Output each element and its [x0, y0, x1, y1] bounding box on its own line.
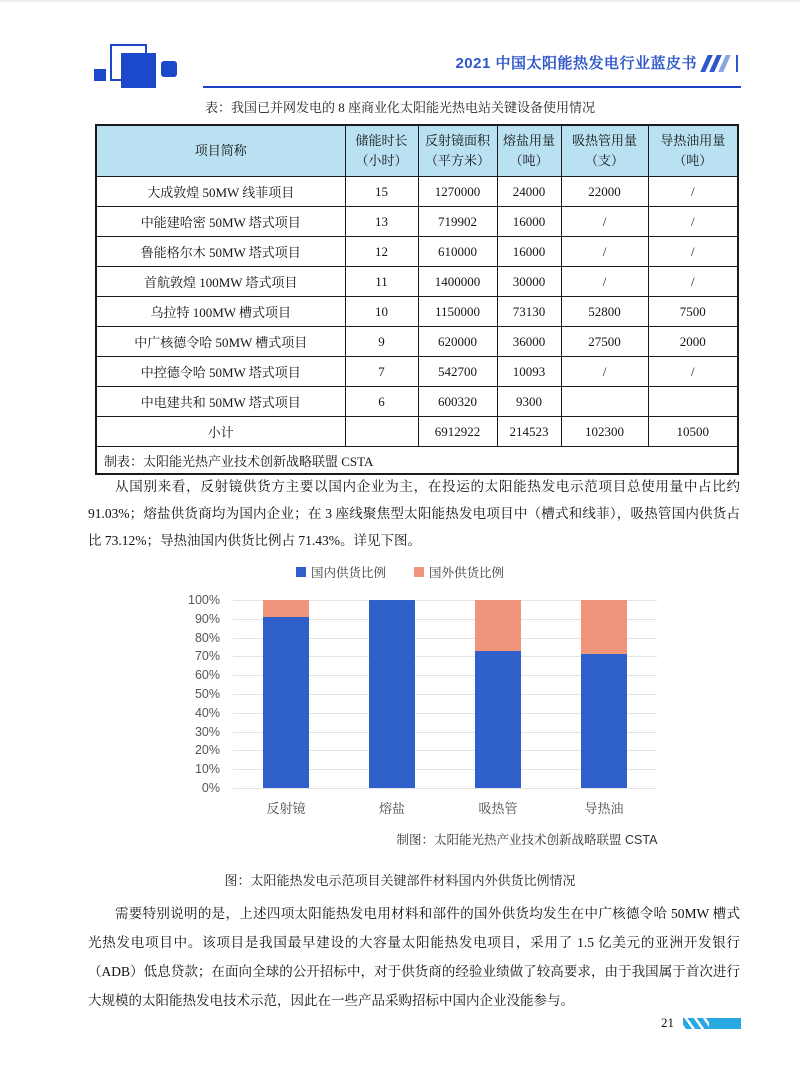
column-header-name: 导热油用量: [660, 133, 726, 148]
table-cell: 27500: [561, 327, 648, 357]
table-cell: 1150000: [418, 297, 497, 327]
table-cell: 73130: [497, 297, 561, 327]
paragraph-note: 需要特别说明的是，上述四项太阳能热发电用材料和部件的国外供货均发生在中广核德令哈 50MW 槽式光热发电项目中。该项目是我国最早建设的大容量太阳能热发电项目，采用了 1.5 亿美元的亚洲开发银行（ADB）低息贷款；在面向全球的公开招标中，对于供货商的经验业绩做了较高要求，由于我国属于首次进行大规模的太阳能热发电技术示范，因此在一些产品采购招标中国内企业没能参与。: [88, 906, 740, 1008]
table-cell: 542700: [418, 357, 497, 387]
stacked-bar: [263, 600, 309, 788]
logo-small-square-left: [94, 69, 106, 81]
slashes-icon: [700, 55, 740, 73]
table-cell: 214523: [497, 417, 561, 447]
bar-segment-foreign: [475, 600, 521, 651]
table-cell: 小计: [96, 417, 345, 447]
stacked-bar: [369, 600, 415, 788]
table-cell: 15: [345, 177, 418, 207]
table-cell: /: [648, 207, 738, 237]
table-source-row: [96, 447, 738, 475]
table-cell: 610000: [418, 237, 497, 267]
bar-segment-domestic: [581, 654, 627, 788]
table-cell: 600320: [418, 387, 497, 417]
table-row: [96, 327, 738, 357]
column-header: [497, 125, 561, 177]
x-axis-label: 熔盐: [378, 801, 405, 816]
column-header-name: 吸热管用量: [571, 133, 637, 148]
logo-small-square-right: [161, 61, 177, 77]
x-axis-label: 反射镜: [266, 801, 306, 816]
table-cell: 16000: [497, 207, 561, 237]
subtotal-row: [96, 417, 738, 447]
table-cell: 719902: [418, 207, 497, 237]
table-cell: 10500: [648, 417, 738, 447]
y-tick-label: 90%: [194, 611, 220, 626]
table-cell: 13: [345, 207, 418, 237]
table-cell: 中电建共和 50MW 塔式项目: [96, 387, 345, 417]
table-cell: 大成敦煌 50MW 线菲项目: [96, 177, 345, 207]
y-tick-label: 100%: [188, 593, 220, 607]
table-cell: 16000: [497, 237, 561, 267]
page-footer: [661, 1015, 741, 1031]
column-header: [418, 125, 497, 177]
equipment-table: [95, 124, 739, 475]
table-row: [96, 267, 738, 297]
table-cell: /: [648, 267, 738, 297]
chart-yaxis: [178, 593, 226, 795]
table-cell: 中能建哈密 50MW 塔式项目: [96, 207, 345, 237]
column-header: [96, 125, 345, 177]
table-cell: 24000: [497, 177, 561, 207]
table-cell: /: [648, 177, 738, 207]
table-cell: 36000: [497, 327, 561, 357]
table-cell: 9300: [497, 387, 561, 417]
legend-swatch: [296, 567, 306, 577]
table-cell: 620000: [418, 327, 497, 357]
table-cell: [561, 387, 648, 417]
table-cell: /: [648, 237, 738, 267]
table-cell: [345, 417, 418, 447]
bar-segment-foreign: [581, 600, 627, 654]
logo-big-square: [121, 53, 156, 88]
bar-segment-domestic: [475, 651, 521, 788]
legend-swatch: [414, 567, 424, 577]
y-tick-label: 50%: [194, 687, 220, 701]
figure-caption: 图：太阳能热发电示范项目关键部件材料国内外供货比例情况: [224, 873, 576, 888]
bar-segment-domestic: [263, 617, 309, 788]
column-header-name: 项目简称: [194, 143, 247, 159]
chart-source: 制图：太阳能光热产业技术创新战略联盟 CSTA: [396, 833, 658, 847]
column-header-unit: （平方米）: [424, 153, 490, 169]
bar-segment-domestic: [369, 600, 415, 788]
table-cell: 52800: [561, 297, 648, 327]
column-header-name: 反射镜面积: [424, 133, 490, 148]
footer-decoration-bar: [683, 1018, 741, 1029]
table-cell: 鲁能格尔木 50MW 塔式项目: [96, 237, 345, 267]
table-cell: /: [561, 357, 648, 387]
legend-label: 国外供货比例: [429, 566, 505, 580]
table-cell: 10: [345, 297, 418, 327]
legend-label: 国内供货比例: [310, 566, 386, 580]
table-cell: 1270000: [418, 177, 497, 207]
table-cell: /: [561, 267, 648, 297]
table-source: 制表：太阳能光热产业技术创新战略联盟 CSTA: [96, 447, 738, 475]
chart-xlabels: [233, 798, 657, 817]
x-axis-label: 导热油: [584, 801, 624, 816]
table-row: [96, 357, 738, 387]
y-tick-label: 10%: [194, 762, 220, 777]
paragraph-country-analysis: 从国别来看，反射镜供货方主要以国内企业为主，在投运的太阳能热发电示范项目总使用量中占比约 91.03%；熔盐供货商均为国内企业；在 3 座线聚焦型太阳能热发电项目中（槽式和线菲），吸热管国内供货占比 73.12%；导热油国内供货比例占 71.43%。详见下图。: [88, 479, 740, 548]
table-cell: 12: [345, 237, 418, 267]
column-header: [648, 125, 738, 177]
chart-plot: [233, 600, 657, 788]
legend-item: [296, 563, 386, 581]
column-header-unit: （小时）: [355, 153, 408, 169]
stacked-bar: [475, 600, 521, 788]
page-number: 21: [661, 1015, 674, 1030]
table-cell: 乌拉特 100MW 槽式项目: [96, 297, 345, 327]
stacked-bar: [581, 600, 627, 788]
table-cell: /: [561, 207, 648, 237]
table-cell: 1400000: [418, 267, 497, 297]
bar-segment-foreign: [263, 600, 309, 617]
table-cell: 中广核德令哈 50MW 槽式项目: [96, 327, 345, 357]
x-axis-label: 吸热管: [478, 801, 518, 816]
table-cell: /: [648, 357, 738, 387]
column-header: [345, 125, 418, 177]
table-cell: 6912922: [418, 417, 497, 447]
table-header-row: [96, 125, 738, 177]
table-cell: 30000: [497, 267, 561, 297]
y-tick-label: 0%: [201, 781, 220, 795]
y-tick-label: 40%: [194, 705, 220, 720]
table-cell: 10093: [497, 357, 561, 387]
table-cell: /: [561, 237, 648, 267]
chart-legend: [0, 563, 800, 581]
y-tick-label: 70%: [194, 649, 220, 664]
table-cell: 中控德令哈 50MW 塔式项目: [96, 357, 345, 387]
table-row: [96, 387, 738, 417]
y-tick-label: 30%: [194, 724, 220, 739]
table-cell: 11: [345, 267, 418, 297]
table-cell: 7: [345, 357, 418, 387]
y-tick-label: 60%: [194, 668, 220, 683]
table-cell: 9: [345, 327, 418, 357]
table-cell: 6: [345, 387, 418, 417]
table-cell: 102300: [561, 417, 648, 447]
supply-ratio-chart: [178, 592, 670, 854]
column-header: [561, 125, 648, 177]
table-row: [96, 177, 738, 207]
gridline: [233, 788, 657, 789]
table-cell: 22000: [561, 177, 648, 207]
table-row: [96, 297, 738, 327]
table-cell: [648, 387, 738, 417]
logo: [94, 42, 206, 92]
table-cell: 首航敦煌 100MW 塔式项目: [96, 267, 345, 297]
column-header-name: 熔盐用量: [502, 133, 555, 148]
table-row: [96, 237, 738, 267]
y-tick-label: 20%: [194, 743, 220, 758]
column-header-unit: （支）: [584, 153, 624, 169]
y-tick-label: 80%: [194, 630, 220, 645]
column-header-unit: （吨）: [673, 153, 713, 169]
table-cell: 2000: [648, 327, 738, 357]
table-row: [96, 207, 738, 237]
legend-item: [414, 563, 504, 581]
table-caption: 表：我国已并网发电的 8 座商业化太阳能光热电站关键设备使用情况: [204, 100, 595, 115]
header-rule: [203, 86, 741, 88]
book-title: 2021 中国太阳能热发电行业蓝皮书: [455, 55, 697, 72]
column-header-name: 储能时长: [355, 133, 408, 148]
table-cell: 7500: [648, 297, 738, 327]
column-header-unit: （吨）: [509, 153, 549, 169]
